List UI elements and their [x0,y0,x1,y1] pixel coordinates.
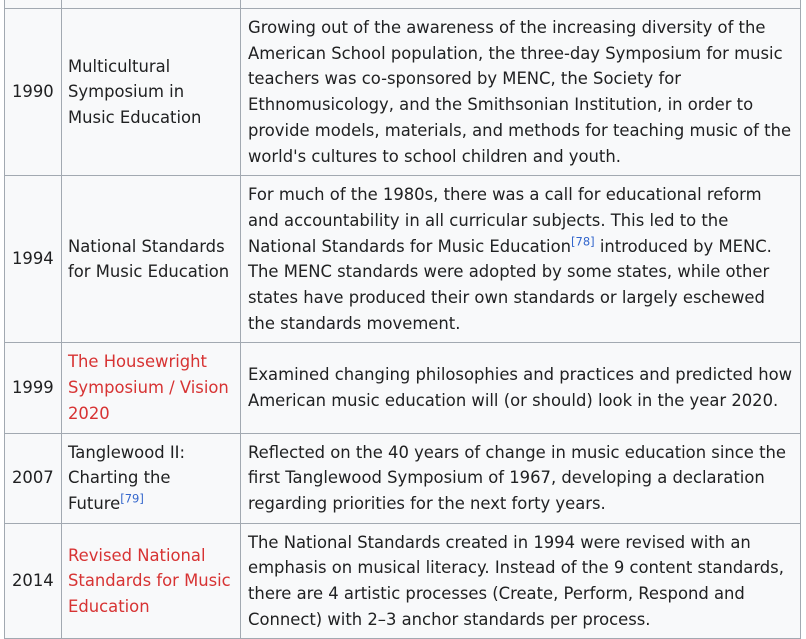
description-text: For much of the 1980s, there was a call for educational reform and accountability in all curricular subjects. This led to the National Standards for Music Education [248,185,762,256]
event-text: Tanglewood II: Charting the Future [68,442,186,513]
event-link[interactable]: The Housewright Symposium / Vision 2020 [68,352,229,423]
year-cell: 1990 [5,9,62,176]
table-row [5,343,801,433]
description-cell: Examined changing philosophies and practices and predicted how American music education will (or should) look in the year 2020. [241,343,801,433]
year-cell: 2007 [5,433,62,523]
event-cell [62,0,241,9]
description-cell: The National Standards created in 1994 were revised with an emphasis on musical literacy. Instead of the 9 content standards, there are 4 artistic processes (Create, Perform, Respond and Connect) with 2–3 anchor standards per process. [241,523,801,639]
reference-link[interactable]: [79] [120,491,144,506]
table-row [5,176,801,343]
table-row [5,9,801,176]
year-cell [5,0,62,9]
year-cell: 2014 [5,523,62,639]
description-cell [241,0,801,9]
table-row [5,523,801,639]
event-cell [62,343,241,433]
event-link[interactable]: Revised National Standards for Music Education [68,545,231,616]
event-cell [62,523,241,639]
year-cell: 1999 [5,343,62,433]
description-cell: Reflected on the 40 years of change in music education since the first Tanglewood Symposium of 1967, developing a declaration regarding priorities for the next forty years. [241,433,801,523]
event-cell: National Standards for Music Education [62,176,241,343]
event-cell: Multicultural Symposium in Music Education [62,9,241,176]
music-education-timeline-table [4,0,801,639]
table-row [5,0,801,9]
description-cell: Growing out of the awareness of the increasing diversity of the American School population, the three-day Symposium for music teachers was co-sponsored by MENC, the Society for Ethnomusicology, and the Smithsonian Institution, in order to provide models, materials, and methods for teaching music of the world's cultures to school children and youth. [241,9,801,176]
reference-link[interactable]: [78] [571,234,595,249]
table-row [5,433,801,523]
description-cell [241,176,801,343]
event-cell [62,433,241,523]
description-text: introduced by MENC. The MENC standards were adopted by some states, while other states have produced their own standards or largely eschewed the standards movement. [248,236,772,333]
year-cell: 1994 [5,176,62,343]
